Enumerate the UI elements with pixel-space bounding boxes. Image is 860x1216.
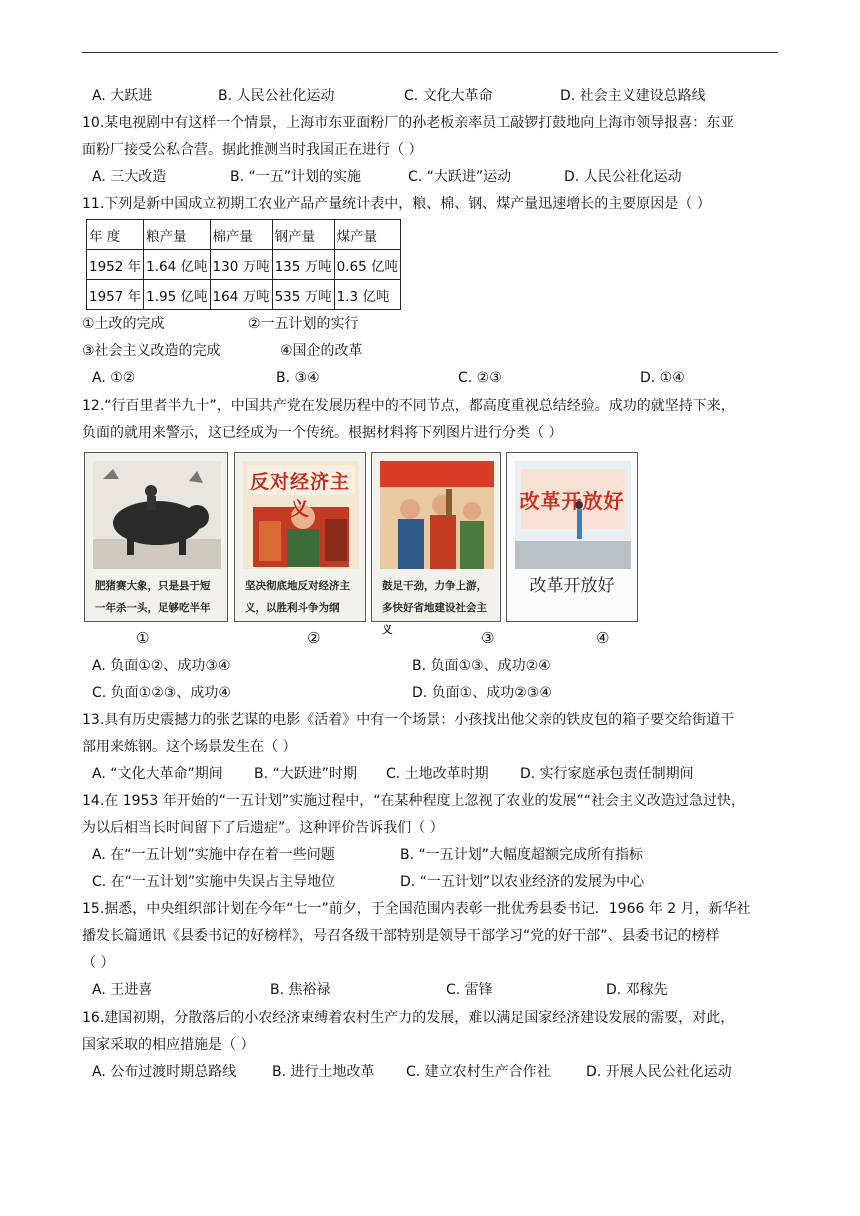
q11-item-4: ④国企的改革 (280, 343, 363, 359)
production-table (86, 219, 401, 310)
table-cell: 1957 年 (87, 280, 144, 310)
header-rule (82, 52, 778, 53)
poster-2-caption: 坚决彻底地反对经济主义，以胜利斗争为纲 (245, 580, 350, 614)
q16-option-d: D. 开展人民公社化运动 (586, 1064, 732, 1080)
poster-1 (84, 452, 228, 622)
q16-option-c: C. 建立农村生产合作社 (406, 1064, 551, 1080)
q10-option-c: C. “大跃进”运动 (408, 169, 512, 185)
q14-option-d: D. “一五计划”以农业经济的发展为中心 (400, 874, 645, 890)
table-row (87, 280, 401, 310)
q12-option-d: D. 负面①、成功②③④ (412, 685, 552, 701)
table-header-cell: 粮产量 (144, 220, 210, 250)
q16-stem-line1: 16.建国初期，分散落后的小农经济束缚着农村生产力的发展，难以满足国家经济建设发展的需要，对此， (82, 1010, 735, 1026)
poster-4-headline: 改革开放好 (519, 489, 625, 513)
q12-option-c: C. 负面①②③、成功④ (92, 685, 231, 701)
q11-item-1: ①土改的完成 (82, 316, 165, 332)
poster-2-headline: 反对经济主义 (249, 471, 350, 520)
poster-3 (371, 452, 501, 636)
q14-stem-line2: 为以后相当长时间留下了后遗症”。这种评价告诉我们（ ） (82, 820, 444, 836)
table-cell: 1.3 亿吨 (334, 280, 400, 310)
q13-option-c: C. 土地改革时期 (386, 766, 489, 782)
q11-item-3: ③社会主义改造的完成 (82, 343, 221, 359)
q10-option-d: D. 人民公社化运动 (564, 169, 682, 185)
table-cell: 1952 年 (87, 250, 144, 280)
table-row (87, 250, 401, 280)
table-cell: 130 万吨 (210, 250, 272, 280)
q15-option-b: B. 焦裕禄 (270, 982, 331, 998)
table-cell: 1.64 亿吨 (144, 250, 210, 280)
picture-number-4: ④ (596, 629, 610, 647)
table-header-cell: 煤产量 (334, 220, 400, 250)
q15-option-d: D. 邓稼先 (606, 982, 668, 998)
q11-option-c: C. ②③ (458, 370, 502, 386)
q11-option-d: D. ①④ (640, 370, 685, 386)
q16-stem-line2: 国家采取的相应措施是（ ） (82, 1037, 255, 1053)
picture-number-2: ② (307, 629, 321, 647)
q9-option-c: C. 文化大革命 (404, 88, 493, 104)
q15-option-a: A. 王进喜 (92, 982, 153, 998)
q14-stem-line1: 14.在 1953 年开始的“一五计划”实施过程中，“在某种程度上忽视了农业的发展”“社会主义改造过急过快， (82, 793, 746, 809)
q14-option-a: A. 在“一五计划”实施中存在着一些问题 (92, 847, 335, 863)
giant-pig-illustration (93, 461, 221, 569)
reform-billboard-photo (515, 461, 631, 569)
q16-option-b: B. 进行土地改革 (272, 1064, 375, 1080)
q12-option-b: B. 负面①③、成功②④ (412, 658, 551, 674)
q12-option-a: A. 负面①②、成功③④ (92, 658, 231, 674)
q15-stem-line3: （ ） (82, 955, 115, 971)
poster-3-caption: 鼓足干劲，力争上游，多快好省地建设社会主义 (382, 580, 487, 636)
q16-option-a: A. 公布过渡时期总路线 (92, 1064, 237, 1080)
q11-stem: 11.下列是新中国成立初期工农业产品产量统计表中，粮、棉、钢、煤产量迅速增长的主要原因是（ ） (82, 196, 711, 212)
q9-option-b: B. 人民公社化运动 (218, 88, 335, 104)
q12-stem-line2: 负面的就用来警示，这已经成为一个传统。根据材料将下列图片进行分类（ ） (82, 425, 563, 441)
q13-stem-line2: 部用来炼钢。这个场景发生在（ ） (82, 739, 297, 755)
q15-stem-line1: 15.据悉，中央组织部计划在今年“七一”前夕，于全国范围内表彰一批优秀县委书记．1966 年 2 月，新华社 (82, 901, 751, 917)
q14-option-b: B. “一五计划”大幅度超额完成所有指标 (400, 847, 644, 863)
q11-option-b: B. ③④ (276, 370, 320, 386)
q13-option-d: D. 实行家庭承包责任制期间 (520, 766, 694, 782)
table-cell: 135 万吨 (272, 250, 334, 280)
q15-stem-line2: 播发长篇通讯《县委书记的好榜样》，号召各级干部特别是领导干部学习“党的好干部”、县委书记的榜样 (82, 928, 720, 944)
picture-number-1: ① (136, 629, 150, 647)
q9-option-a: A. 大跃进 (92, 88, 153, 104)
q10-stem-line2: 面粉厂接受公私合营。据此推测当时我国正在进行（ ） (82, 142, 423, 158)
table-header-cell: 钢产量 (272, 220, 334, 250)
q11-option-a: A. ①② (92, 370, 136, 386)
q10-stem-line1: 10.某电视剧中有这样一个情景，上海市东亚面粉厂的孙老板亲率员工敲锣打鼓地向上海市领导报喜：东亚 (82, 115, 735, 131)
q13-option-a: A. “文化大革命”期间 (92, 766, 223, 782)
table-cell: 1.95 亿吨 (144, 280, 210, 310)
q15-option-c: C. 雷锋 (446, 982, 493, 998)
q9-option-d: D. 社会主义建设总路线 (560, 88, 706, 104)
table-header-row (87, 220, 401, 250)
q10-option-a: A. 三大改造 (92, 169, 167, 185)
q13-stem-line1: 13.具有历史震撼力的张艺谋的电影《活着》中有一个场景：小孩找出他父亲的铁皮包的箱子要交给街道干 (82, 712, 735, 728)
table-cell: 0.65 亿吨 (334, 250, 400, 280)
poster-2 (234, 452, 366, 622)
table-cell: 164 万吨 (210, 280, 272, 310)
poster-4 (506, 452, 638, 622)
q11-item-2: ②一五计划的实行 (248, 316, 359, 332)
table-cell: 535 万吨 (272, 280, 334, 310)
q10-option-b: B. “一五”计划的实施 (230, 169, 362, 185)
table-header-cell: 棉产量 (210, 220, 272, 250)
table-header-cell: 年 度 (87, 220, 144, 250)
poster-4-caption: 改革开放好 (529, 576, 615, 596)
picture-number-3: ③ (481, 629, 495, 647)
q13-option-b: B. “大跃进”时期 (254, 766, 358, 782)
great-leap-poster-illustration (380, 461, 494, 569)
poster-1-caption: 肥猪赛大象，只是县于短一年杀一头，足够吃半年 (95, 580, 211, 614)
q14-option-c: C. 在“一五计划”实施中失误占主导地位 (92, 874, 336, 890)
q12-stem-line1: 12.“行百里者半九十”，中国共产党在发展历程中的不同节点，都高度重视总结经验。成功的就坚持下来， (82, 398, 735, 414)
